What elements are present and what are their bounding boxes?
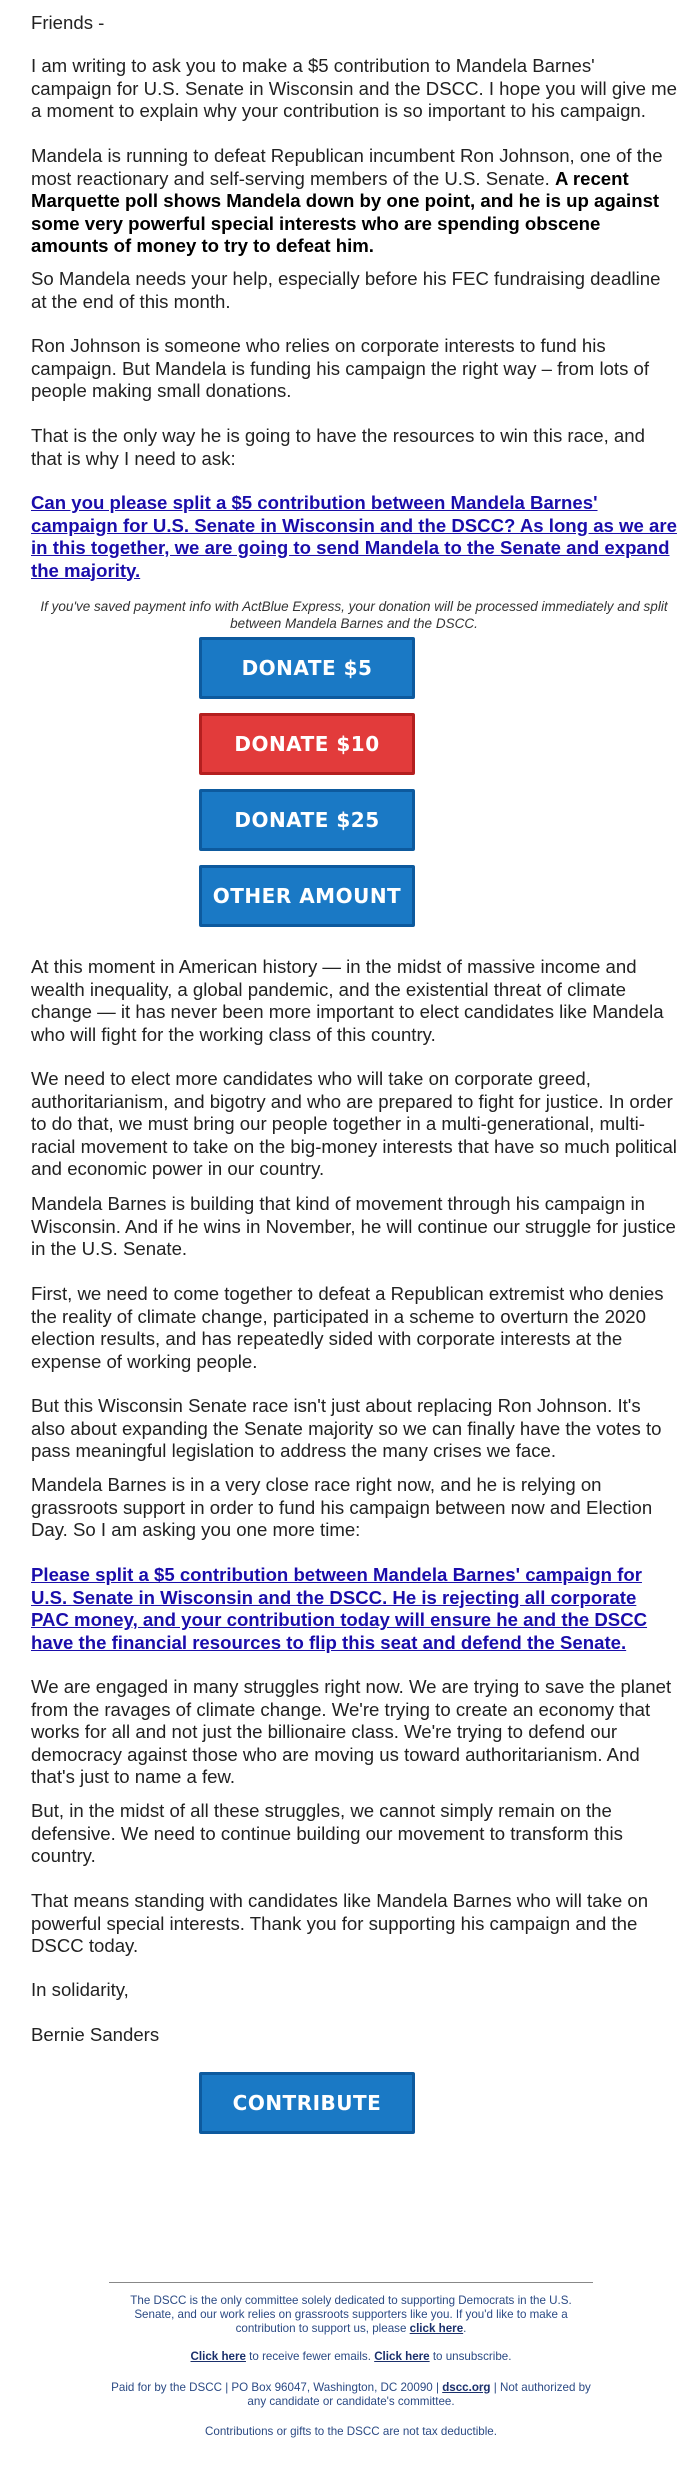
fewer-emails-text: to receive fewer emails.	[245, 2350, 375, 2363]
footer-about	[109, 2294, 593, 2336]
paragraph-close-race: Mandela Barnes is in a very close race right now, and he is relying on grassroots support in order to fund his campaign between now and Election Day. So I am asking you one more time:	[31, 1474, 653, 1540]
paragraph-elect: We need to elect more candidates who will take on corporate greed, authoritarianism, and bigotry and who are prepared to fight for justice. In order to do that, we must bring our people together in a multi-generational, multi-racial movement to take on the big-money interests that have so much political and economic power in our country.	[31, 1068, 677, 1179]
footer-about-end: .	[463, 2322, 467, 2335]
footer-about-text: The DSCC is the only committee solely dedicated to supporting Democrats in the U.S. Senate, and our work relies on grassroots supporters like you. If you'd like to make a contribution to support us, please	[130, 2294, 572, 2335]
signoff: In solidarity,	[31, 1979, 129, 2000]
dscc-site-link[interactable]: dscc.org	[442, 2381, 491, 2394]
paid-for-end: | Not authorized by any candidate or candidate's committee.	[247, 2381, 591, 2408]
paragraph-struggles: We are engaged in many struggles right now. We are trying to save the planet from the ravages of climate change. We're trying to create an economy that works for all and not just the billionaire class. We're trying to defend our democracy against those who are moving us toward authoritarianism. And that's just to name a few.	[31, 1676, 672, 1787]
footer-paid-for	[109, 2381, 593, 2409]
footer-donate-link[interactable]: click here	[409, 2322, 464, 2335]
ask-paragraph-1	[31, 492, 677, 582]
paragraph-intro: I am writing to ask you to make a $5 contribution to Mandela Barnes' campaign for U.S. Senate in Wisconsin and the DSCC. I hope you will give me a moment to explain why your contribution is so important to his campaign.	[31, 55, 677, 121]
contribution-link-1[interactable]: Can you please split a $5 contribution between Mandela Barnes' campaign for U.S. Senate in Wisconsin and the DSCC? As long as we are in this together, we are going to send Mandela to the Senate and expand the majority.	[31, 492, 677, 581]
contribution-link-2[interactable]: Please split a $5 contribution between Mandela Barnes' campaign for U.S. Senate in Wisconsin and the DSCC. He is rejecting all corporate PAC money, and your contribution today will ensure he and the DSCC have the financial resources to flip this seat and defend the Senate.	[31, 1564, 648, 1653]
fewer-emails-link[interactable]: Click here	[190, 2350, 246, 2363]
paragraph-poll-bold: A recent Marquette poll shows Mandela down by one point, and he is up against some very powerful special interests who are spending obscene amounts of money to try to defeat him.	[31, 167, 660, 256]
greeting: Friends -	[31, 12, 105, 33]
unsubscribe-link[interactable]: Click here	[374, 2350, 430, 2363]
paragraph-resources: That is the only way he is going to have the resources to win this race, and that is why I need to ask:	[31, 425, 645, 469]
paragraph-defensive: But, in the midst of all these struggles, we cannot simply remain on the defensive. We need to continue building our movement to transform this country.	[31, 1800, 623, 1866]
contribute-button[interactable]: CONTRIBUTE	[199, 2072, 415, 2134]
footer-divider	[109, 2282, 593, 2283]
paragraph-movement: Mandela Barnes is building that kind of movement through his campaign in Wisconsin. And if he wins in November, he will continue our struggle for justice in the U.S. Senate.	[31, 1193, 676, 1259]
paragraph-moment: At this moment in American history — in the midst of massive income and wealth inequality, a global pandemic, and the existential threat of climate change — it has never been more important to elect candidates like Mandela who will fight for the working class of this country.	[31, 956, 664, 1045]
donate-25-button[interactable]: DONATE $25	[199, 789, 415, 851]
unsubscribe-text: to unsubscribe.	[429, 2350, 512, 2363]
paid-for-text: Paid for by the DSCC | PO Box 96047, Washington, DC 20090 |	[111, 2381, 439, 2394]
paragraph-deadline: So Mandela needs your help, especially before his FEC fundraising deadline at the end of this month.	[31, 268, 661, 312]
actblue-express-note: If you've saved payment info with ActBlue Express, your donation will be processed immediately and split between Mandela Barnes and the DSCC.	[40, 599, 668, 631]
donate-5-button[interactable]: DONATE $5	[199, 637, 415, 699]
donate-10-button[interactable]: DONATE $10	[199, 713, 415, 775]
signature: Bernie Sanders	[31, 2024, 160, 2045]
paragraph-poll-text: Mandela is running to defeat Republican incumbent Ron Johnson, one of the most reactionary and self-serving members of the U.S. Senate.	[31, 145, 663, 189]
footer-tax-note: Contributions or gifts to the DSCC are not tax deductible.	[205, 2425, 497, 2438]
paragraph-poll	[31, 145, 677, 258]
paragraph-first: First, we need to come together to defeat a Republican extremist who denies the reality of climate change, participated in a scheme to overturn the 2020 election results, and has repeatedly sided with corporate interests at the expense of working people.	[31, 1283, 664, 1372]
paragraph-funding: Ron Johnson is someone who relies on corporate interests to fund his campaign. But Mandela is funding his campaign the right way – from lots of people making small donations.	[31, 335, 650, 401]
footer-email-prefs	[109, 2350, 593, 2364]
paragraph-standing: That means standing with candidates like Mandela Barnes who will take on powerful special interests. Thank you for supporting his campaign and the DSCC today.	[31, 1890, 649, 1956]
paragraph-majority: But this Wisconsin Senate race isn't just about replacing Ron Johnson. It's also about expanding the Senate majority so we can finally have the votes to pass meaningful legislation to address the many crises we face.	[31, 1395, 662, 1461]
ask-paragraph-2	[31, 1564, 677, 1654]
other-amount-button[interactable]: OTHER AMOUNT	[199, 865, 415, 927]
